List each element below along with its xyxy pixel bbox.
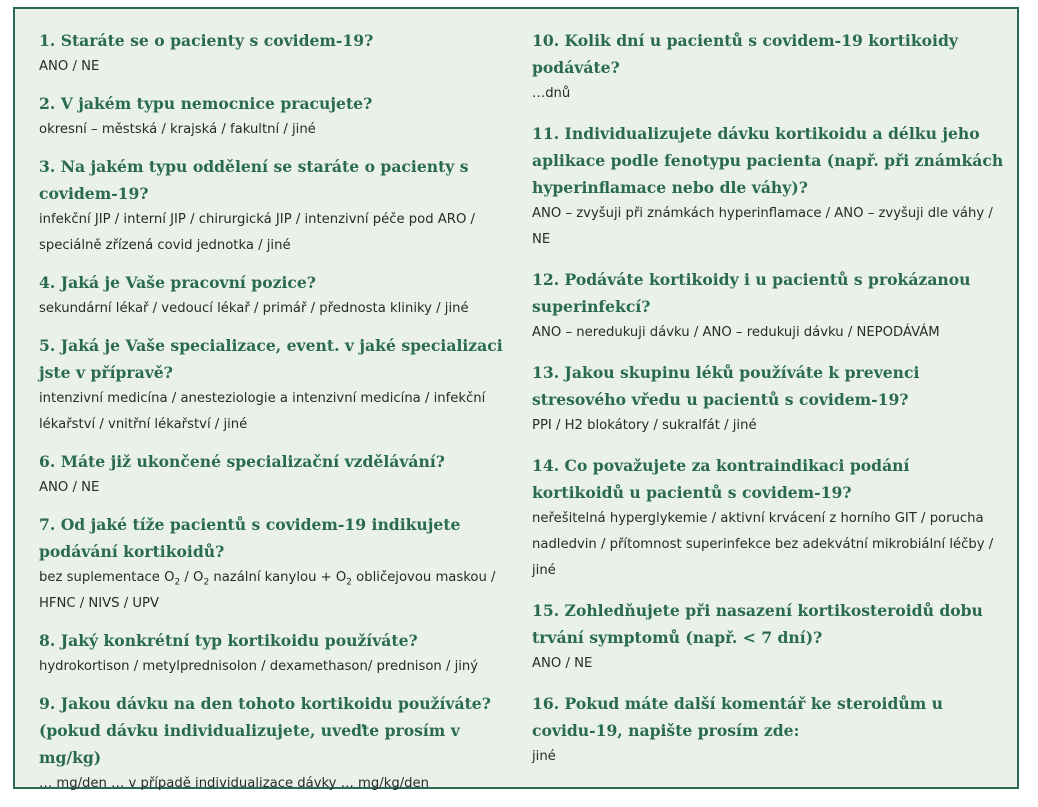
question-title: 1. Staráte se o pacienty s covidem-19?: [39, 31, 374, 50]
question-11: [532, 120, 1006, 253]
option-text: bez suplementace O: [39, 570, 175, 585]
question-10: [532, 27, 1006, 107]
question-options: okresní – městská / krajská / fakultní / jiné: [39, 122, 316, 137]
question-1: [39, 27, 517, 80]
question-title: 9. Jakou dávku na den tohoto kortikoidu používáte? (pokud dávku individualizujete, uveďte prosím v mg/kg): [39, 694, 491, 767]
subscript: 2: [174, 577, 181, 588]
question-title: 12. Podáváte kortikoidy i u pacientů s prokázanou superinfekcí?: [532, 270, 971, 316]
question-options: …dnů: [532, 86, 571, 101]
question-5: [39, 332, 517, 438]
question-options: hydrokortison / metylprednisolon / dexamethason/ prednison / jiný: [39, 659, 479, 674]
question-3: [39, 153, 517, 259]
question-title: 7. Od jaké tíže pacientů s covidem-19 indikujete podávání kortikoidů?: [39, 515, 461, 561]
question-options: ANO – zvyšuji při známkách hyperinflamace / ANO – zvyšuji dle váhy / NE: [532, 206, 993, 247]
option-text: / O: [180, 570, 204, 585]
left-column: [39, 27, 517, 807]
question-9: [39, 690, 517, 797]
question-title: 2. V jakém typu nemocnice pracujete?: [39, 94, 373, 113]
question-13: [532, 359, 1006, 439]
question-title: 16. Pokud máte další komentář ke steroidům u covidu-19, napište prosím zde:: [532, 694, 943, 740]
question-2: [39, 90, 517, 143]
question-options: ANO / NE: [39, 480, 100, 495]
question-title: 14. Co považujete za kontraindikaci podání kortikoidů u pacientů s covidem-19?: [532, 456, 910, 502]
question-options: … mg/den … v případě individualizace dávky … mg/kg/den: [39, 776, 430, 791]
question-15: [532, 597, 1006, 677]
question-16: [532, 690, 1006, 770]
option-text: obličejovou maskou / HFNC / NIVS / UPV: [39, 570, 496, 611]
question-options: ANO / NE: [39, 59, 100, 74]
question-options: sekundární lékař / vedoucí lékař / primář / přednosta kliniky / jiné: [39, 301, 469, 316]
question-title: 6. Máte již ukončené specializační vzdělávání?: [39, 452, 445, 471]
subscript: 2: [346, 577, 352, 588]
option-text: nazální kanylou + O: [209, 570, 347, 585]
right-column: [532, 27, 1006, 783]
question-8: [39, 627, 517, 680]
question-title: 11. Individualizujete dávku kortikoidu a délku jeho aplikace podle fenotypu pacienta (např. při známkách hyperinflamace nebo dle váhy)?: [532, 124, 1004, 197]
question-14: [532, 452, 1006, 584]
question-4: [39, 269, 517, 322]
question-title: 4. Jaká je Vaše pracovní pozice?: [39, 273, 316, 292]
question-options: PPI / H2 blokátory / sukralfát / jiné: [532, 418, 757, 433]
question-title: 10. Kolik dní u pacientů s covidem-19 kortikoidy podáváte?: [532, 31, 958, 77]
subscript: 2: [203, 577, 210, 588]
question-6: [39, 448, 517, 501]
question-options: jiné: [532, 749, 556, 764]
question-title: 5. Jaká je Vaše specializace, event. v jaké specializaci jste v přípravě?: [39, 336, 503, 382]
question-title: 13. Jakou skupinu léků používáte k prevenci stresového vředu u pacientů s covidem-19?: [532, 363, 920, 409]
question-options: intenzivní medicína / anesteziologie a intenzivní medicína / infekční lékařství / vnitřní lékařství / jiné: [39, 391, 486, 432]
questionnaire-panel: [13, 7, 1019, 789]
question-title: 3. Na jakém typu oddělení se staráte o pacienty s covidem-19?: [39, 157, 469, 203]
question-options: ANO / NE: [532, 656, 593, 671]
question-options: ANO – neredukuji dávku / ANO – redukuji dávku / NEPODÁVÁM: [532, 325, 940, 340]
question-12: [532, 266, 1006, 346]
question-title: 15. Zohledňujete při nasazení kortikosteroidů dobu trvání symptomů (např. < 7 dní)?: [532, 601, 983, 647]
question-options: neřešitelná hyperglykemie / aktivní krvácení z horního GIT / porucha nadledvin / přítomnost superinfekce bez adekvátní mikrobiální léčby / jiné: [532, 511, 994, 578]
question-title: 8. Jaký konkrétní typ kortikoidu používáte?: [39, 631, 418, 650]
question-options: [39, 565, 517, 617]
question-7: [39, 511, 517, 617]
question-options: infekční JIP / interní JIP / chirurgická JIP / intenzivní péče pod ARO / speciálně zřízená covid jednotka / jiné: [39, 212, 475, 253]
